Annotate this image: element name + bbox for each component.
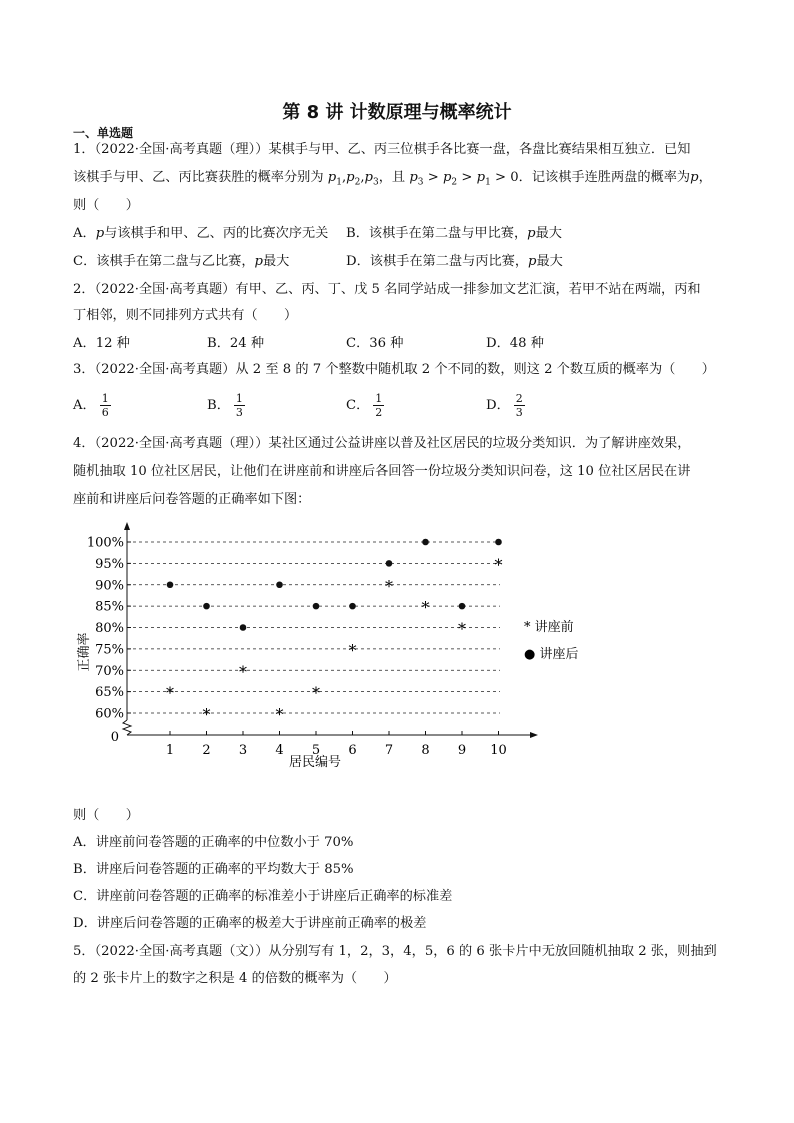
q2-option-a: A．12 种 <box>73 336 130 351</box>
y-tick-label: 85% <box>95 599 124 615</box>
q4-after: 则（ ） <box>73 808 139 823</box>
point-after <box>349 603 356 610</box>
x-tick-label: 10 <box>490 743 507 758</box>
point-after <box>167 581 174 588</box>
legend-before: * 讲座前 <box>524 620 574 635</box>
x-tick-label: 8 <box>421 743 430 758</box>
point-before: * <box>239 662 247 682</box>
legend-after: ● 讲座后 <box>524 647 579 662</box>
q3-option-a: A． $\frac{1}{6}$ <box>73 392 109 419</box>
point-before: * <box>202 705 211 724</box>
q4-line3: 座前和讲座后问卷答题的正确率如下图： <box>73 492 311 507</box>
point-after <box>276 581 283 588</box>
y-tick-label: 95% <box>95 556 124 572</box>
chart-axes <box>123 522 538 738</box>
x-tick-label: 3 <box>238 743 248 758</box>
point-after <box>313 603 320 610</box>
x-tick-label: 7 <box>384 743 394 758</box>
q1-line3: 则（ ） <box>73 198 139 213</box>
point-after <box>240 624 247 631</box>
y-tick-label: 100% <box>86 535 124 551</box>
point-after <box>495 539 502 546</box>
y-tick-label: 90% <box>95 578 124 594</box>
point-after <box>203 603 210 610</box>
point-before: * <box>275 705 284 724</box>
y-axis-arrow <box>124 522 130 530</box>
q2-line1: 2．（2022·全国·高考真题）有甲、乙、丙、丁、戊 5 名同学站成一排参加文艺汇演，若甲不站在两端，丙和 <box>73 282 701 297</box>
y-tick-label: 75% <box>95 642 124 658</box>
scatter-chart <box>0 520 794 780</box>
page-title: 第 8 讲 计数原理与概率统计 <box>282 102 512 123</box>
point-before: * <box>421 598 430 618</box>
q1-line1: 1．（2022·全国·高考真题（理））某棋手与甲、乙、丙三位棋手各比赛一盘，各盘比赛结果相互独立．已知 <box>73 142 691 157</box>
q4-option-d: D．讲座后问卷答题的正确率的极差大于讲座前正确率的极差 <box>73 916 427 931</box>
point-after <box>386 560 393 567</box>
point-before: * <box>166 683 174 703</box>
x-tick-label: 2 <box>202 743 211 758</box>
x-tick-label: 5 <box>311 743 321 758</box>
x-tick-label: 1 <box>165 743 175 758</box>
chart-ticks <box>87 536 507 759</box>
point-after <box>459 603 466 610</box>
q4-line1: 4．（2022·全国·高考真题（理））某社区通过公益讲座以普及社区居民的垃圾分类知识．为了解讲座效果， <box>73 436 691 451</box>
point-before: * <box>494 555 503 575</box>
x-tick-label: 6 <box>348 743 357 758</box>
y-axis-break <box>123 720 131 735</box>
q4-option-a: A．讲座前问卷答题的正确率的中位数小于 70% <box>73 835 354 850</box>
y-tick-label: 60% <box>95 706 124 722</box>
point-after <box>422 539 429 546</box>
q3-line1: 3．（2022·全国·高考真题）从 2 至 8 的 7 个整数中随机取 2 个不同的数，则这 2 个数互质的概率为（ ） <box>73 362 715 377</box>
q5-line1: 5．（2022·全国·高考真题（文））从分别写有 1，2，3，4，5，6 的 6 张卡片中无放回随机抽取 2 张，则抽到 <box>73 944 717 959</box>
q5-line2: 的 2 张卡片上的数字之积是 4 的倍数的概率为（ ） <box>73 971 397 986</box>
q4-option-c: C．讲座前问卷答题的正确率的标准差小于讲座后正确率的标准差 <box>73 889 453 904</box>
x-tick-label: 9 <box>457 743 467 758</box>
q3-option-c: C． $\frac{1}{2}$ <box>346 392 383 419</box>
point-before: * <box>348 640 357 660</box>
y-origin-label: 0 <box>110 730 119 745</box>
x-tick-label: 4 <box>275 743 284 758</box>
point-before: * <box>312 683 320 703</box>
y-tick-label: 80% <box>95 621 124 636</box>
y-tick-label: 65% <box>95 685 124 701</box>
q4-option-b: B．讲座后问卷答题的正确率的平均数大于 85% <box>73 862 354 877</box>
q1-line2: 该棋手与甲、乙、丙比赛获胜的概率分别为 $p_1,p_2,p_3$，且 $p_3 > p_2 > p_1 > 0$．记该棋手连胜两盘的概率为p， <box>73 170 712 188</box>
section-heading: 一、单选题 <box>73 126 134 140</box>
q2-option-b: B．24 种 <box>207 336 265 351</box>
point-before: * <box>458 619 466 639</box>
chart-marks <box>166 539 503 724</box>
q1-option-a: A．p与该棋手和甲、乙、丙的比赛次序无关 <box>73 226 329 241</box>
q4-line2: 随机抽取 10 位社区居民，让他们在讲座前和讲座后各回答一份垃圾分类知识问卷，这 10 位社区居民在讲 <box>73 464 691 479</box>
chart-y-label: 正确率 <box>77 632 92 672</box>
y-tick-label: 70% <box>95 663 124 679</box>
point-before: * <box>385 576 393 596</box>
x-axis-arrow <box>530 732 538 738</box>
q2-option-d: D．48 种 <box>486 336 544 351</box>
q2-option-c: C．36 种 <box>346 336 404 351</box>
q3-option-b: B． $\frac{1}{3}$ <box>207 392 243 419</box>
chart-x-label: 居民编号 <box>288 755 342 770</box>
q1-option-b: B．该棋手在第二盘与甲比赛，p最大 <box>346 226 562 241</box>
q2-line2: 丁相邻，则不同排列方式共有（ ） <box>73 308 298 323</box>
q1-option-c: C．该棋手在第二盘与乙比赛，p最大 <box>73 254 290 269</box>
q1-option-d: D．该棋手在第二盘与丙比赛，p最大 <box>346 254 563 269</box>
q3-option-d: D． $\frac{2}{3}$ <box>486 392 523 419</box>
